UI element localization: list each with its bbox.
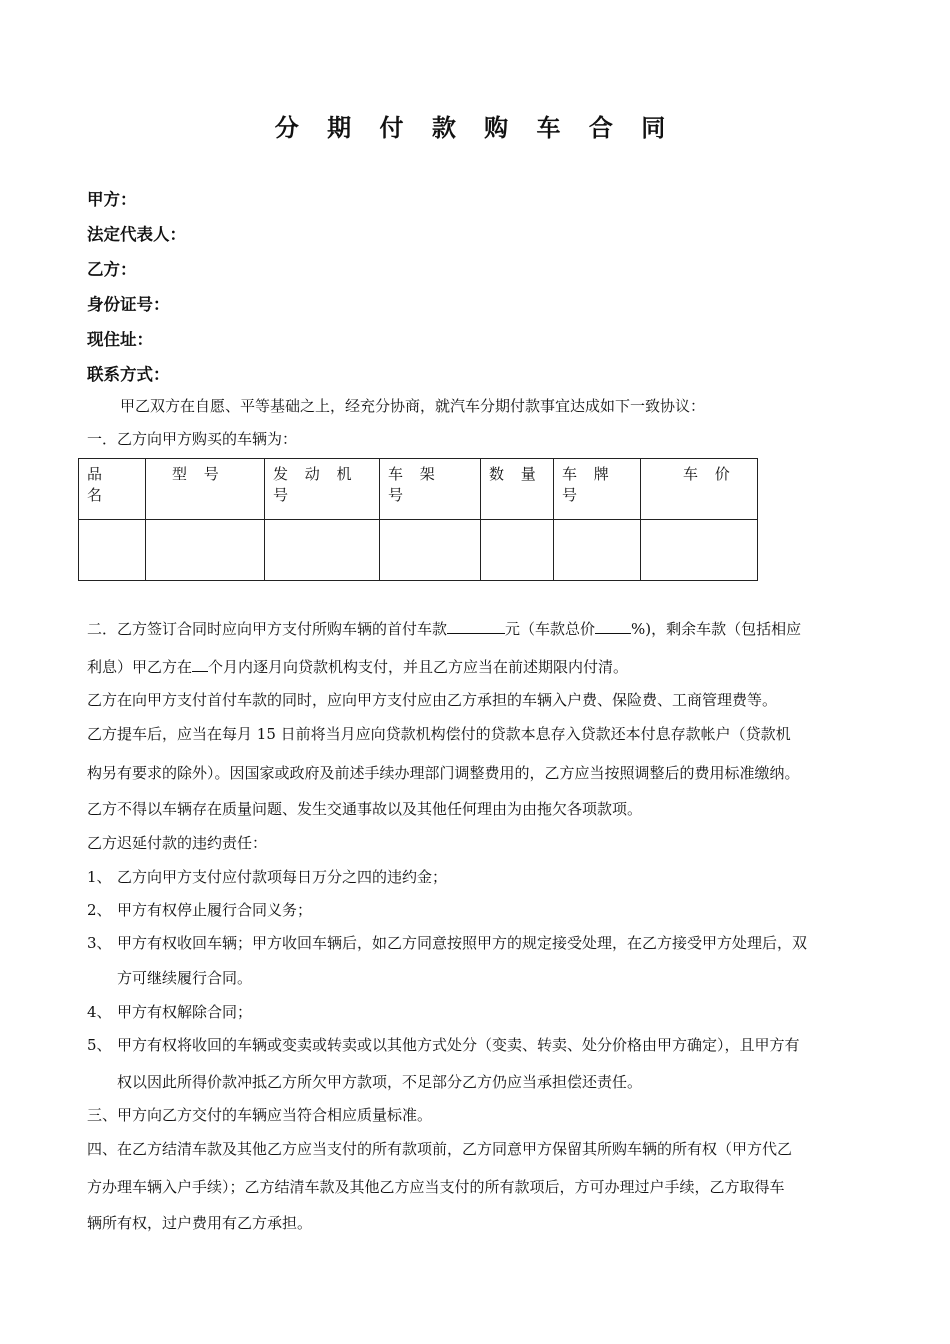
party-a-label: 甲方： <box>87 190 137 209</box>
section-2-line-2 <box>87 656 628 677</box>
item-text: 甲方有权解除合同； <box>117 1003 253 1021</box>
text: 个月内逐月向贷款机构支付，并且乙方应当在前述期限内付清。 <box>208 658 629 676</box>
percentage-blank <box>595 619 631 634</box>
intro-paragraph: 甲乙双方在自愿、平等基础之上，经充分协商，就汽车分期付款事宜达成如下一致协议： <box>120 397 706 415</box>
section-2-line-4: 乙方提车后，应当在每月 15 日前将当月应向贷款机构偿付的贷款本息存入贷款还本付息存款帐户（贷款机 <box>87 725 791 743</box>
section-1-heading: 一．乙方向甲方购买的车辆为： <box>87 430 298 448</box>
text: %)，剩余车款（包括相应 <box>631 620 802 638</box>
text: 利息）甲乙方在 <box>87 658 193 676</box>
item-text: 乙方向甲方支付应付款项每日万分之四的违约金； <box>117 868 448 886</box>
table-header-row <box>79 459 758 520</box>
party-b-label: 乙方： <box>87 260 137 279</box>
section-2-line-6: 乙方不得以车辆存在质量问题、发生交通事故以及其他任何理由为由拖欠各项款项。 <box>87 800 643 818</box>
table-cell <box>265 520 380 581</box>
table-header-cell: 车 架 号 <box>380 459 481 520</box>
legal-representative-label: 法定代表人： <box>87 225 186 244</box>
item-text: 甲方有权将收回的车辆或变卖或转卖或以其他方式处分（变卖、转卖、处分价格由甲方确定），且甲方有 <box>117 1036 800 1054</box>
item-number: 4、 <box>87 1003 112 1021</box>
table-header-cell: 数 量 <box>481 459 554 520</box>
table-cell <box>380 520 481 581</box>
table-header-cell: 品 名 <box>79 459 146 520</box>
item-number: 1、 <box>87 868 112 886</box>
section-4-line-1: 四、在乙方结清车款及其他乙方应当支付的所有款项前，乙方同意甲方保留其所购车辆的所有权（甲方代乙 <box>87 1140 793 1158</box>
section-4-line-2: 方办理车辆入户手续）；乙方结清车款及其他乙方应当支付的所有款项后，方可办理过户手续，乙方取得车 <box>87 1178 785 1196</box>
id-number-label: 身份证号： <box>87 295 170 314</box>
item-text: 甲方有权收回车辆；甲方收回车辆后，如乙方同意按照甲方的规定接受处理，在乙方接受甲方处理后，双 <box>117 934 808 952</box>
text: 元（车款总价 <box>505 620 596 638</box>
item-number: 3、 <box>87 934 112 952</box>
contract-title: 分 期 付 款 购 车 合 同 <box>274 114 676 142</box>
months-blank <box>192 657 208 672</box>
table-header-cell: 车 牌 号 <box>554 459 641 520</box>
table-header-cell: 发 动 机 号 <box>265 459 380 520</box>
table-header-cell: 型 号 <box>146 459 265 520</box>
item-text-continued: 方可继续履行合同。 <box>117 969 253 987</box>
item-text: 甲方有权停止履行合同义务； <box>117 901 313 919</box>
section-2-line-3: 乙方在向甲方支付首付车款的同时，应向甲方支付应由乙方承担的车辆入户费、保险费、工商管理费等。 <box>87 691 778 709</box>
section-4-line-3: 辆所有权，过户费用有乙方承担。 <box>87 1214 313 1232</box>
table-cell <box>79 520 146 581</box>
item-text-continued: 权以因此所得价款冲抵乙方所欠甲方款项，不足部分乙方仍应当承担偿还责任。 <box>117 1073 643 1091</box>
table-header-cell: 车 价 <box>641 459 758 520</box>
section-2-line-5: 构另有要求的除外）。因国家或政府及前述手续办理部门调整费用的，乙方应当按照调整后的费用标准缴纳。 <box>87 764 800 782</box>
vehicle-table <box>78 458 758 581</box>
table-cell <box>641 520 758 581</box>
item-number: 2、 <box>87 901 112 919</box>
section-2-line-7: 乙方迟延付款的违约责任： <box>87 834 268 852</box>
contact-label: 联系方式： <box>87 365 170 384</box>
section-3: 三、甲方向乙方交付的车辆应当符合相应质量标准。 <box>87 1106 433 1124</box>
item-number: 5、 <box>87 1036 112 1054</box>
address-label: 现住址： <box>87 330 153 349</box>
table-cell <box>554 520 641 581</box>
section-2-line-1 <box>87 618 801 639</box>
table-cell <box>146 520 265 581</box>
table-row <box>79 520 758 581</box>
down-payment-blank <box>447 619 505 634</box>
table-cell <box>481 520 554 581</box>
text: 二．乙方签订合同时应向甲方支付所购车辆的首付车款 <box>87 620 448 638</box>
